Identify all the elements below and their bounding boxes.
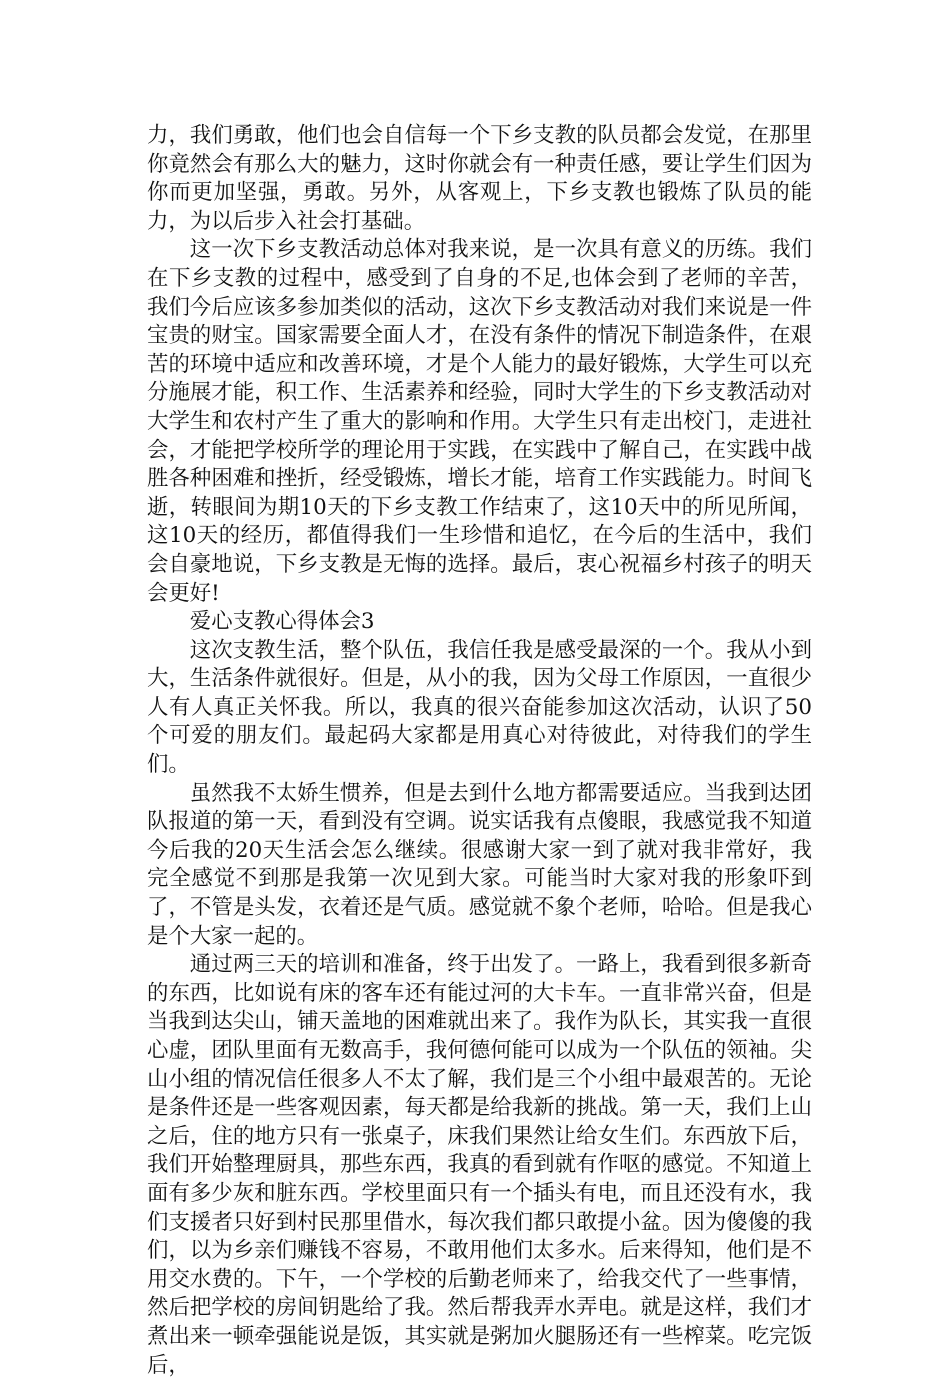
- paragraph-4: 虽然我不太娇生惯养，但是去到什么地方都需要适应。当我到达团队报道的第一天，看到没有空调。说实话我有点傻眼，我感觉我不知道今后我的20天生活会怎么继续。很感谢大家一到了就对我非常好，我完全感觉不到那是我第一次见到大家。可能当时大家对我的形象吓到了，不管是头发，衣着还是气质。感觉就不象个老师，哈哈。但是我心是个大家一起的。: [147, 780, 812, 949]
- paragraph-2: 这一次下乡支教活动总体对我来说，是一次具有意义的历练。我们在下乡支教的过程中，感受到了自身的不足,也体会到了老师的辛苦，我们今后应该多参加类似的活动，这次下乡支教活动对我们来说是一件宝贵的财宝。国家需要全面人才，在没有条件的情况下制造条件，在艰苦的环境中适应和改善环境，才是个人能力的最好锻炼，大学生可以充分施展才能，积工作、生活素养和经验，同时大学生的下乡支教活动对大学生和农村产生了重大的影响和作用。大学生只有走出校门，走进社会，才能把学校所学的理论用于实践，在实践中了解自己，在实践中战胜各种困难和挫折，经受锻炼，增长才能，培育工作实践能力。时间飞逝，转眼间为期10天的下乡支教工作结束了，这10天中的所见所闻，这10天的经历，都值得我们一生珍惜和追忆，在今后的生活中，我们会自豪地说，下乡支教是无悔的选择。最后，衷心祝福乡村孩子的明天会更好!: [147, 237, 812, 606]
- paragraph-3: 这次支教生活，整个队伍，我信任我是感受最深的一个。我从小到大，生活条件就很好。但是，从小的我，因为父母工作原因，一直很少人有人真正关怀我。所以，我真的很兴奋能参加这次活动，认识了50个可爱的朋友们。最起码大家都是用真心对待彼此，对待我们的学生们。: [147, 637, 812, 778]
- document-page: [147, 122, 812, 1380]
- section-heading: 爱心支教心得体会3: [189, 609, 375, 635]
- paragraph-1: 力，我们勇敢，他们也会自信每一个下乡支教的队员都会发觉，在那里你竟然会有那么大的魅力，这时你就会有一种责任感，要让学生们因为你而更加坚强，勇敢。另外，从客观上，下乡支教也锻炼了队员的能力，为以后步入社会打基础。: [147, 123, 812, 234]
- paragraph-5: 通过两三天的培训和准备，终于出发了。一路上，我看到很多新奇的东西，比如说有床的客车还有能过河的大卡车。一直非常兴奋，但是当我到达尖山，铺天盖地的困难就出来了。我作为队长，其实我一直很心虚，团队里面有无数高手，我何德何能可以成为一个队伍的领袖。尖山小组的情况信任很多人不太了解，我们是三个小组中最艰苦的。无论是条件还是一些客观因素，每天都是给我新的挑战。第一天，我们上山之后，住的地方只有一张桌子，床我们果然让给女生们。东西放下后，我们开始整理厨具，那些东西，我真的看到就有作呕的感觉。不知道上面有多少灰和脏东西。学校里面只有一个插头有电，而且还没有水，我们支援者只好到村民那里借水，每次我们都只敢提小盆。因为傻傻的我们，以为乡亲们赚钱不容易，不敢用他们太多水。后来得知，他们是不用交水费的。下午，一个学校的后勤老师来了，给我交代了一些事情，然后把学校的房间钥匙给了我。然后帮我弄水弄电。就是这样，我们才煮出来一顿牵强能说是饭，其实就是粥加火腿肠还有一些榨菜。吃完饭后，: [147, 952, 812, 1378]
